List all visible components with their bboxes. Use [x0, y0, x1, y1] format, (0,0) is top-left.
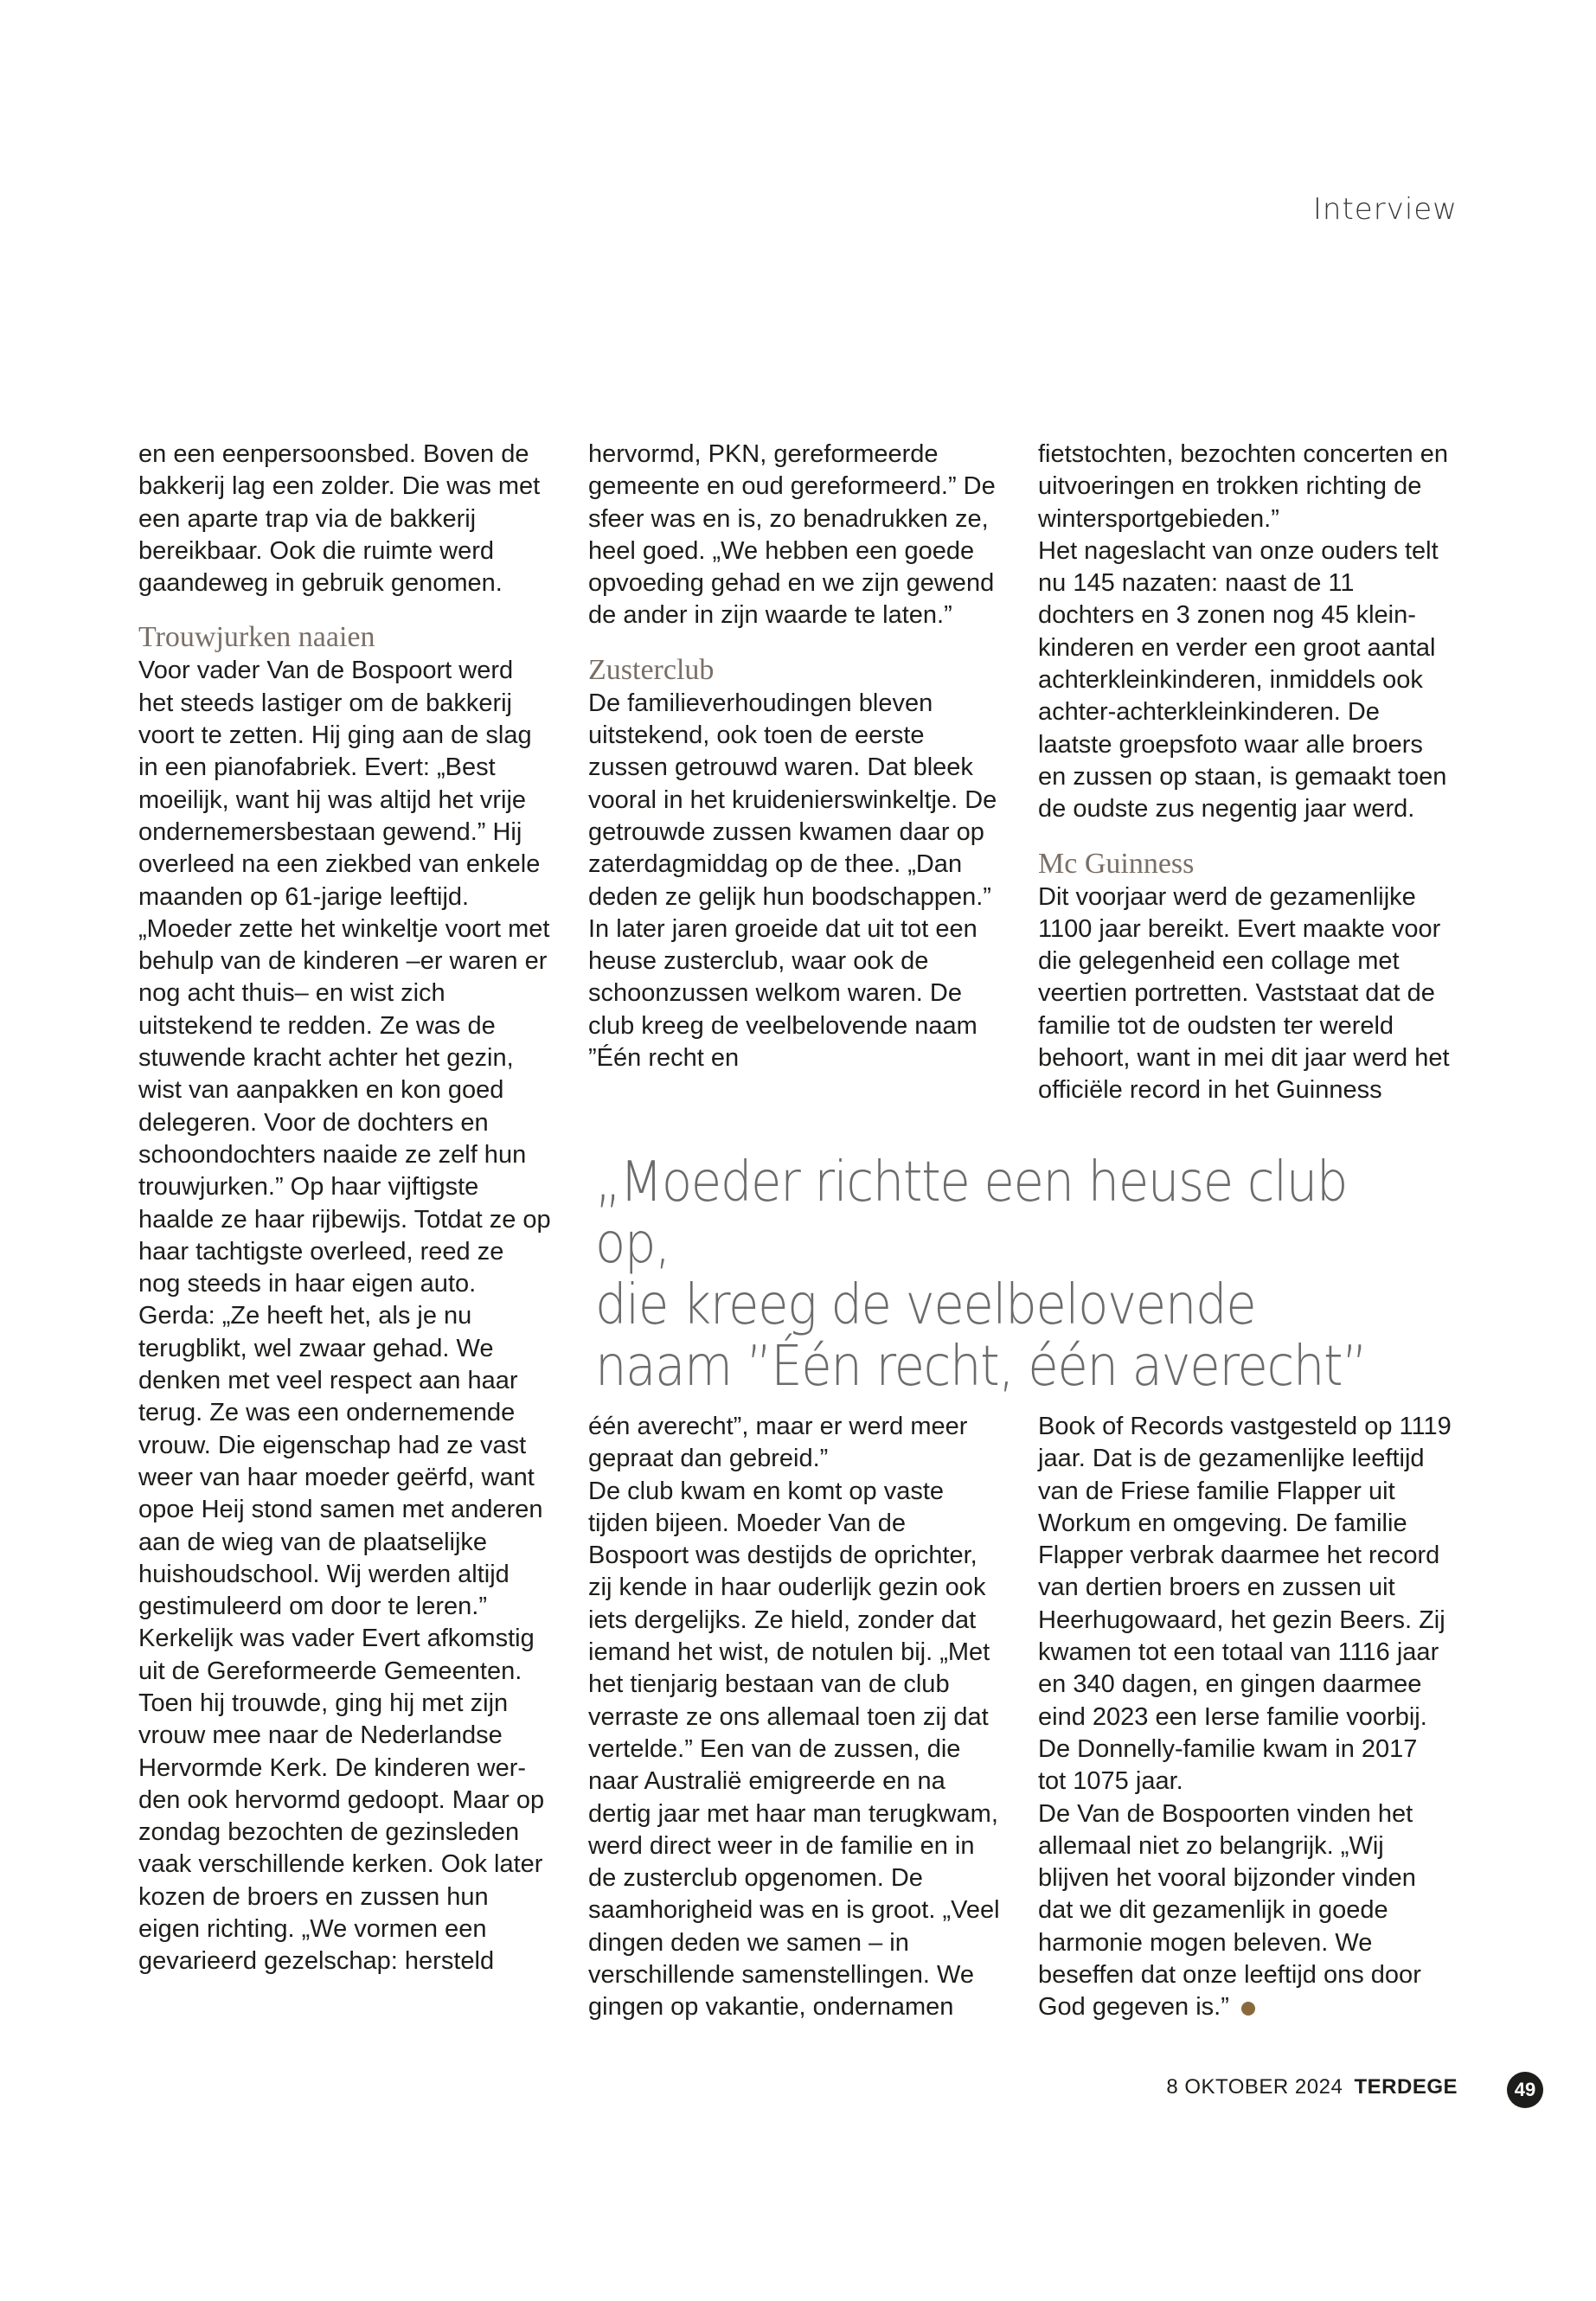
subheading-mc-guinness: Mc Guinness: [1038, 847, 1195, 880]
subheading-zusterclub: Zusterclub: [588, 653, 715, 686]
paragraph: één averecht”, maar er werd meer gepraat dan gebreid.”: [588, 1413, 968, 1473]
paragraph: Dit voorjaar werd de gezamenlijke 1100 jaar bereikt. Evert maakte voor die gelegenheid een collage met veertien portretten. Vaststaat dat de familie tot de oudsten ter wereld behoort, want in mei dit jaar werd het officiële record in het Guinness: [1038, 882, 1450, 1105]
article-column-4: [588, 1411, 1002, 2024]
issue-date: 8 OKTOBER 2024: [1166, 2075, 1343, 2099]
paragraph: De club kwam en komt op vaste tijden bijeen. Moeder Van de Bospoort was destijds de oprichter, zij kende in haar ouderlijk gezin ook iets dergelijks. Ze hield, zonder dat iemand het wist, de notulen bij. „Met het tienjarig bestaan van de club verraste ze ons allemaal toen zij dat vertelde.” Een van de zussen, die naar Australië emigreerde en na dertig jaar met haar man terugkwam, werd direct weer in de familie en in de zusterclub opgenomen. De saamhorigheid was en is groot. „Veel dingen deden we samen – in verschillende samenstellingen. We gingen op vakantie, ondernamen: [588, 1477, 1000, 2022]
paragraph: Book of Records vastgesteld op 1119 jaar. Dat is de gezamenlijke leeftijd van de Friese familie Flapper uit Workum en omgeving. De familie Flapper verbrak daarmee het record van dertien broers en zussen uit Heerhugowaard, het gezin Beers. Zij kwamen tot een totaal van 1116 jaar en 340 dagen, en gingen daarmee eind 2023 een Ierse familie voorbij. De Donnelly-familie kwam in 2017 tot 1075 jaar.: [1038, 1413, 1452, 1796]
end-mark-icon: [1241, 2002, 1255, 2016]
section-label: Interview: [1312, 192, 1458, 227]
pull-quote-line: „Moeder richtte een heuse club op,: [595, 1150, 1348, 1276]
final-paragraph-text: De Van de Bospoorten vinden het allemaal niet zo belangrijk. „Wij blijven het vooral bijzonder vinden dat we dit gezamenlijk in goede harmonie mogen beleven. We beseffen dat onze leeftijd ons door God gegeven is.”: [1038, 1799, 1421, 2022]
pull-quote-line: naam ”Één recht, één averecht”: [595, 1335, 1367, 1399]
pull-quote: [595, 1152, 1374, 1398]
paragraph: De familieverhoudingen bleven uitstekend, ook toen de eerste zussen getrouwd waren. Dat bleek vooral in het kruidenierswinkeltje. De getrouwde zussen kwamen daar op zaterdagmiddag op de thee. „Dan deden ze gelijk hun boodschappen.” In later jaren groeide dat uit tot een heuse zusterclub, waar ook de schoonzussen welkom waren. De club kreeg de veelbelovende naam ”Één recht en: [588, 689, 997, 1073]
paragraph: fietstochten, bezochten concerten en uitvoeringen en trokken richting de wintersportgebieden.”: [1038, 440, 1448, 533]
paragraph: [1038, 1798, 1452, 2024]
paragraph: Gerda: „Ze heeft het, als je nu terugblikt, wel zwaar gehad. We denken met veel respect aan haar terug. Ze was een ondernemende vrouw. Die eigenschap had ze vast weer van haar moeder geërfd, want opoe Heij stond samen met anderen aan de wieg van de plaatselijke huishoudschool. Wij werden altijd gestimuleerd om door te leren.”: [138, 1302, 543, 1621]
article-column-2: [588, 439, 1002, 1074]
article-column-1: [138, 439, 552, 1978]
paragraph: Voor vader Van de Bospoort werd het steeds lastiger om de bakkerij voort te zetten. Hij ging aan de slag in een pianofabriek. Evert: „Best moeilijk, want hij was altijd het vrije ondernemersbestaan gewend.” Hij overleed na een ziekbed van enkele maanden op 61-jarige leeftijd. „Moeder zette het winkeltje voort met behulp van de kinderen –er waren er nog acht thuis– en wist zich uitstekend te redden. Ze was de stuwende kracht achter het gezin, wist van aanpakken en kon goed delegeren. Voor de dochters en schoondochters naaide ze zelf hun trouwjurken.” Op haar vijftigste haalde ze haar rijbewijs. Totdat ze op haar tachtigste overleed, reed ze nog steeds in haar eigen auto.: [138, 657, 551, 1298]
article-column-3: [1038, 439, 1452, 1107]
page-number-badge: 49: [1507, 2072, 1543, 2108]
article-column-5: [1038, 1411, 1452, 2024]
magazine-name: TERDEGE: [1354, 2075, 1458, 2099]
pull-quote-line: die kreeg de veelbelovende: [595, 1273, 1256, 1337]
page-footer: [1166, 2075, 1458, 2099]
paragraph: en een eenpersoonsbed. Boven de bakkerij lag een zolder. Die was met een aparte trap via de bakkerij bereikbaar. Ook die ruimte werd gaandeweg in gebruik genomen.: [138, 440, 541, 598]
paragraph: Kerkelijk was vader Evert afkomstig uit de Gereformeerde Gemeenten. Toen hij trouwde, ging hij met zijn vrouw mee naar de Nederlandse Hervormde Kerk. De kinderen werden ook hervormd gedoopt. Maar op zondag bezochten de gezinsleden vaak verschillende kerken. Ook later kozen de broers en zussen hun eigen richting. „We vormen een gevarieerd gezelschap: hersteld: [138, 1625, 545, 1976]
paragraph: hervormd, PKN, gereformeerde gemeente en oud gereformeerd.” De sfeer was en is, zo benadrukken ze, heel goed. „We hebben een goede opvoeding gehad en we zijn gewend de ander in zijn waarde te laten.”: [588, 440, 996, 630]
paragraph: Het nageslacht van onze ouders telt nu 145 nazaten: naast de 11 dochters en 3 zonen nog 45 kleinkinderen en verder een groot aantal achterkleinkinderen, inmiddels ook achter-achterkleinkinderen. De laatste groepsfoto waar alle broers en zussen op staan, is gemaakt toen de oudste zus negentig jaar werd.: [1038, 536, 1447, 824]
subheading-trouwjurken: Trouwjurken naaien: [138, 621, 375, 654]
